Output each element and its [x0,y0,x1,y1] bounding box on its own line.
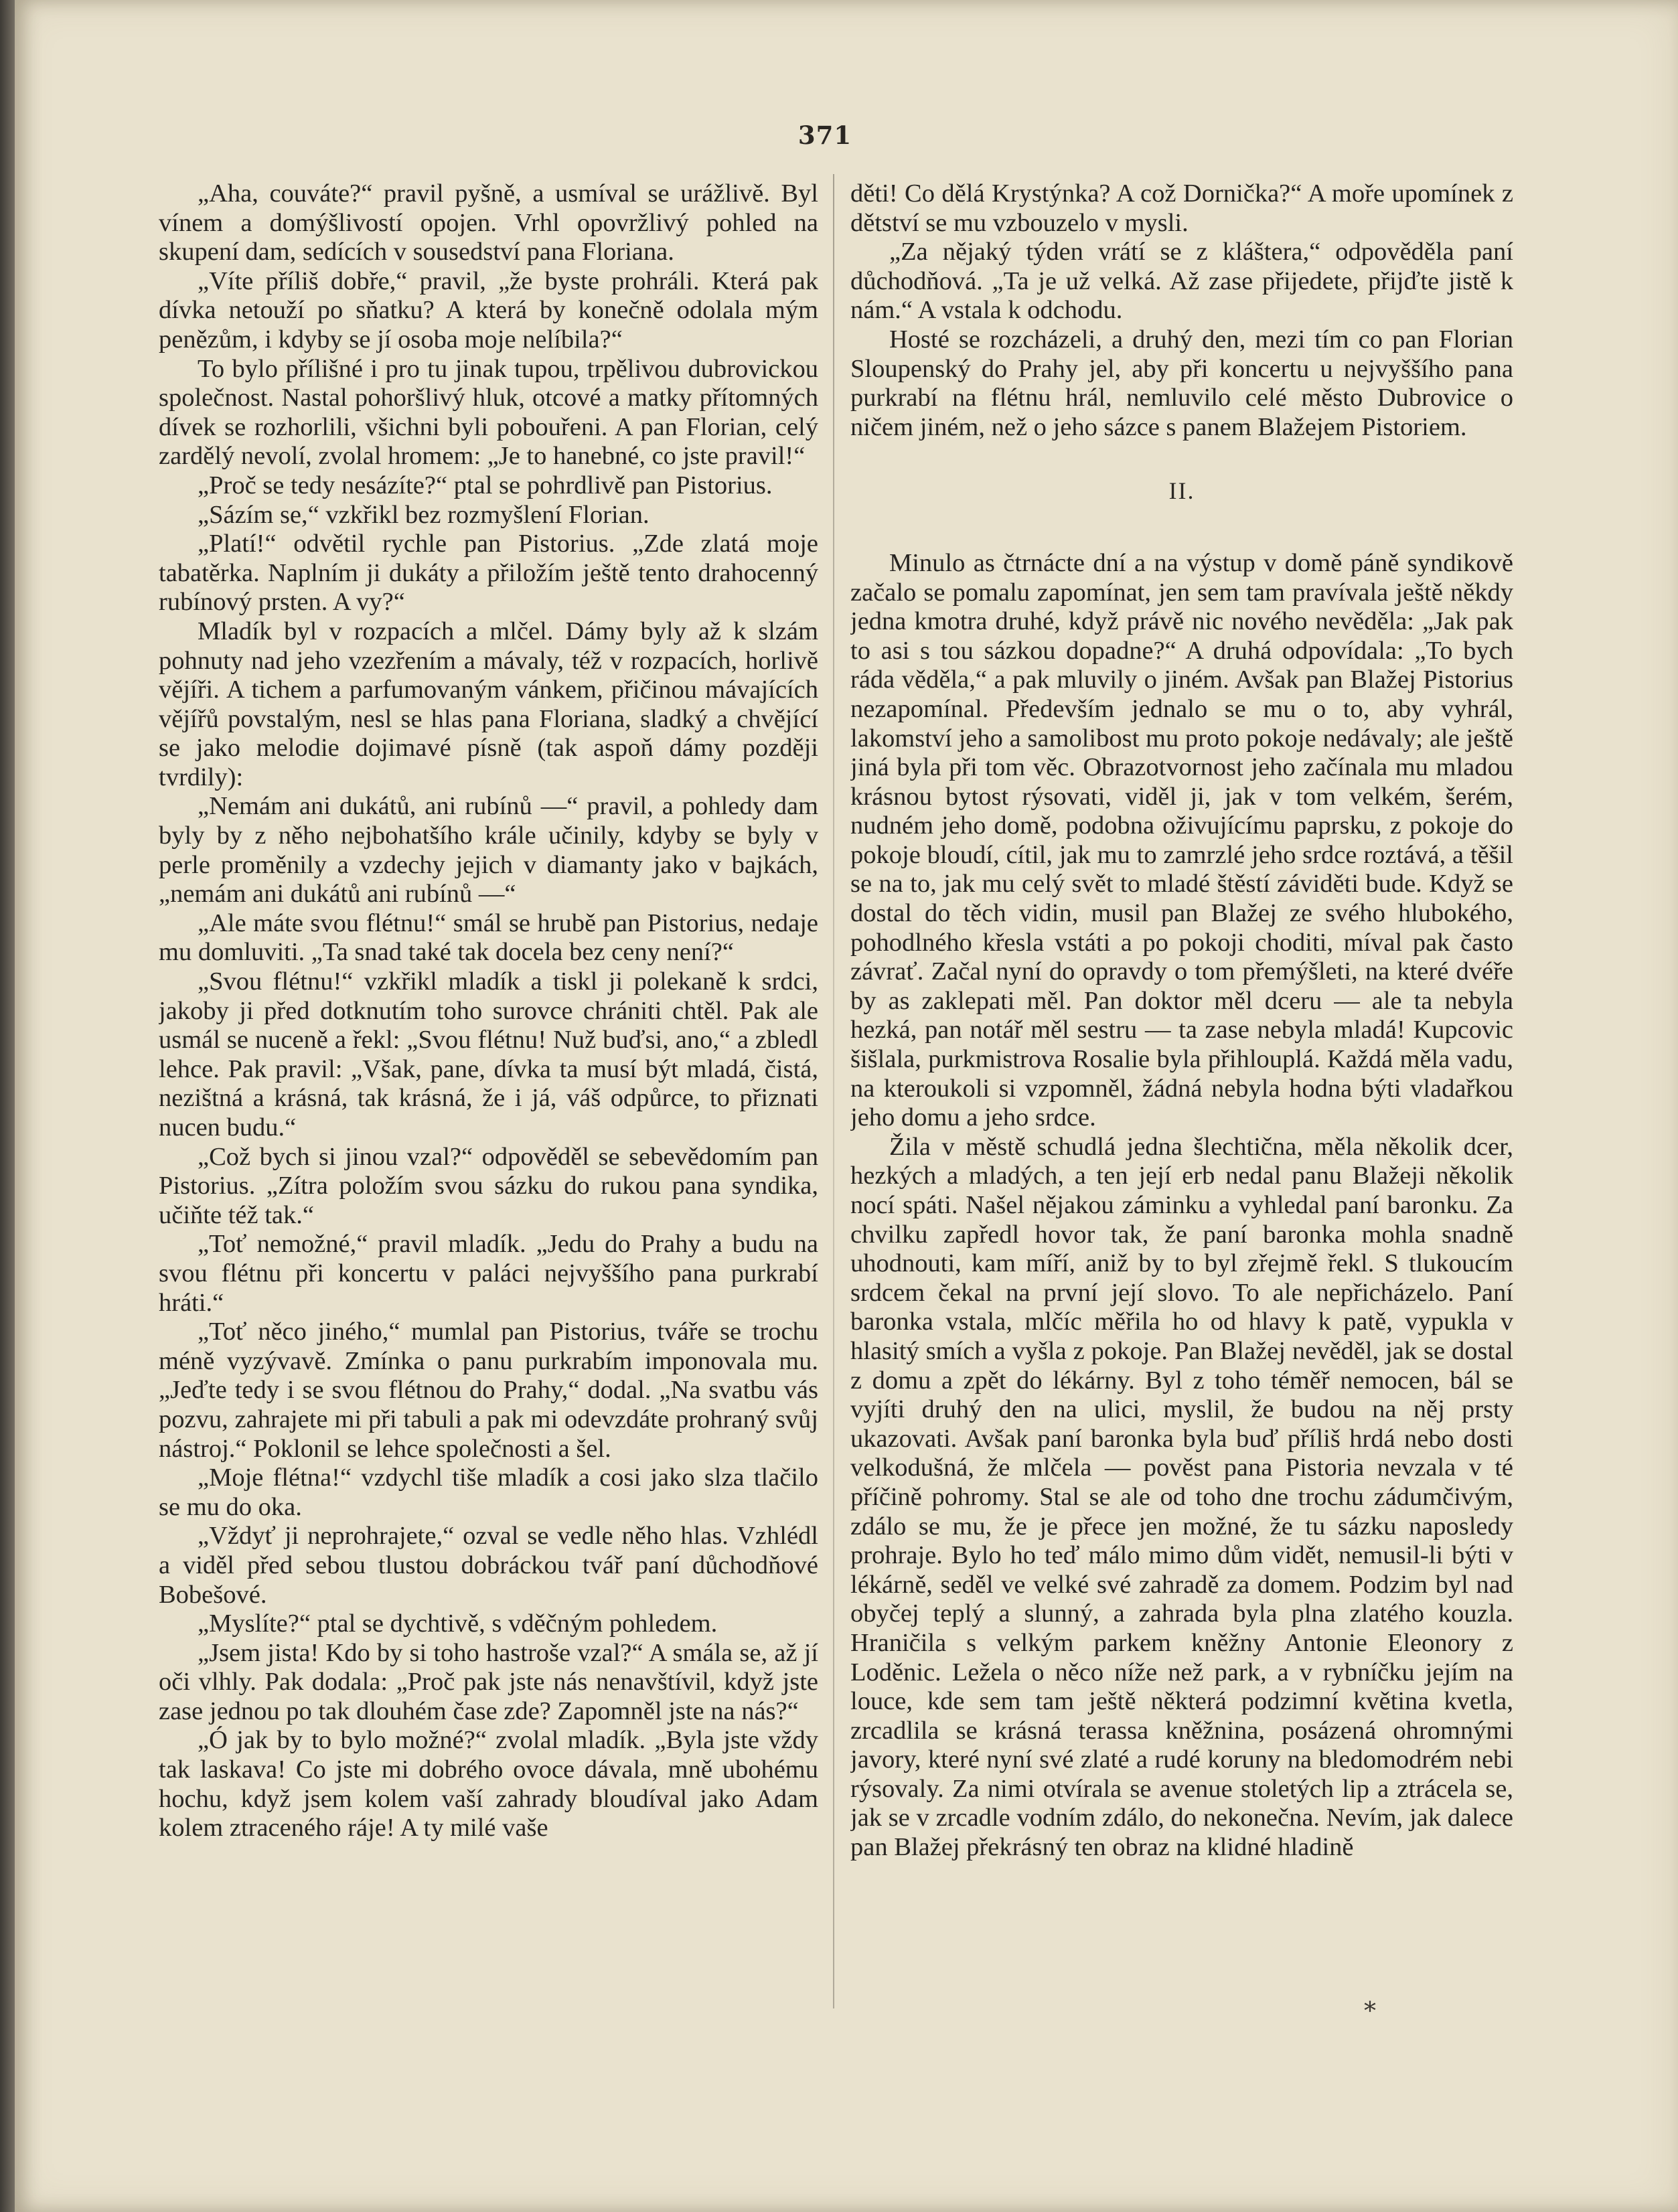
paragraph: Mladík byl v rozpacích a mlčel. Dámy byly až k slzám pohnuty nad jeho vzezřením a mávaly, též v rozpacích, horlivě vějíři. A tichem a parfumovaným vánkem, přičinou mávajících vějířů povstalým, nesl se hlas pana Floriana, sladký a chvějící se jako melodie dojimavé písně (tak aspoň dámy později tvrdily): [159,617,818,791]
book-page [15,0,1678,2212]
paragraph: „Sázím se,“ vzkřikl bez rozmyšlení Florian. [198,500,650,529]
paragraph: „Svou flétnu!“ vzkřikl mladík a tiskl ji polekaně k srdci, jakoby ji před dotknutím toho surovce chrániti chtěl. Pak ale usmál se nuceně a řekl: „Svou flétnu! Nuž buďsi, ano,“ a zbledl lehce. Pak pravil: „Však, pane, dívka ta musí být mladá, čistá, nezištná a krásná, tak krásná, že i já, váš odpůrce, to přiznati nucen budu.“ [159,967,818,1141]
paragraph: „Aha, couváte?“ pravil pyšně, a usmíval se urážlivě. Byl vínem a domýšlivostí opojen. Vrhl opovržlivý pohled na skupení dam, sedících v sousedství pana Floriana. [159,179,818,266]
column-divider [833,174,834,2008]
paragraph: „Toť něco jiného,“ mumlal pan Pistorius, tváře se trochu méně vyzývavě. Zmínka o panu purkrabím imponovala mu. „Jeďte tedy i se svou flétnou do Prahy,“ dodal. „Na svatbu vás pozvu, zahrajete mi při tabuli a pak mi odevzdáte prohraný svůj nástroj.“ Poklonil se lehce společnosti a šel. [159,1318,818,1463]
footer-asterisk: * [1364,1998,1376,2025]
paragraph: „Za nějaký týden vrátí se z kláštera,“ odpověděla paní důchodňová. „Ta je už velká. Až zase přijedete, přijďte jistě k nám.“ A vstala k odchodu. [850,238,1513,325]
paragraph: „Ale máte svou flétnu!“ smál se hrubě pan Pistorius, nedaje mu domluviti. „Ta snad také tak docela bez ceny není?“ [159,908,818,967]
right-column [850,179,1513,2027]
paragraph: Hosté se rozcházeli, a druhý den, mezi tím co pan Florian Sloupenský do Prahy jel, aby při koncertu u nejvyššího pana purkrabí na flétnu hrál, nemluvilo celé město Dubrovice o ničem jiném, než o jeho sázce s panem Blažejem Pistoriem. [850,325,1513,441]
paragraph: „Proč se tedy nesázíte?“ ptal se pohrdlivě pan Pistorius. [198,471,773,499]
continued-paragraph: děti! Co dělá Krystýnka? A což Dornička?“ A moře upomínek z dětství se mu vzbouzelo v mysli. [850,179,1513,237]
paragraph: „Jsem jista! Kdo by si toho hastroše vzal?“ A smála se, až jí oči vlhly. Pak dodala: „Proč pak jste nás nenavštívil, když jste zase jednou po tak dlouhém čase zde? Zapomněl jste na nás?“ [159,1638,818,1725]
paragraph: „Platí!“ odvětil rychle pan Pistorius. „Zde zlatá moje tabatěrka. Naplním ji dukáty a přiložím ještě tento drahocenný rubínový prsten. A vy?“ [159,530,818,617]
section-heading: II. [1168,477,1195,505]
paragraph: „Což bych si jinou vzal?“ odpověděl se sebevědomím pan Pistorius. „Zítra položím svou sázku do rukou pana syndika, učiňte též tak.“ [159,1142,818,1229]
paragraph: „Toť nemožné,“ pravil mladík. „Jedu do Prahy a budu na svou flétnu při koncertu v paláci nejvyššího pana purkrabí hráti.“ [159,1230,818,1317]
paragraph: To bylo přílišné i pro tu jinak tupou, trpělivou dubrovickou společnost. Nastal pohoršlivý hluk, otcové a matky přítomných dívek se rozhorlili, všichni byli pobouřeni. A pan Florian, celý zardělý nevolí, zvolal hromem: „Je to hanebné, co jste pravil!“ [159,354,818,471]
paragraph: „Vždyť ji neprohrajete,“ ozval se vedle něho hlas. Vzhlédl a viděl před sebou tlustou dobráckou tvář paní důchodňové Bobešové. [159,1522,818,1609]
left-column [159,179,818,2027]
paragraph: „Ó jak by to bylo možné?“ zvolal mladík. „Byla jste vždy tak laskava! Co jste mi dobrého ovoce dávala, mně ubohému hochu, když jsem kolem vaší zahrady bloudíval jako Adam kolem ztraceného ráje! A ty milé vaše [159,1726,818,1842]
page-number: 371 [797,121,852,150]
paragraph: „Nemám ani dukátů, ani rubínů —“ pravil, a pohledy dam byly by z něho nejbohatšího krále učinily, kdyby se byly v perle proměnily a vzdechy jejich v diamanty jako v bajkách, „nemám ani dukátů ani rubínů —“ [159,792,818,908]
paragraph: „Moje flétna!“ vzdychl tiše mladík a cosi jako slza tlačilo se mu do oka. [159,1464,818,1521]
paragraph: Žila v městě schudlá jedna šlechtična, měla několik dcer, hezkých a mladých, a ten její erb nedal panu Blažeji několik nocí spáti. Našel nějakou záminku a vyhledal paní baronku. Za chvilku zapředl hovor tak, že paní baronka mohla snadně uhodnouti, kam míří, aniž by to byl zřejmě řekl. S tlukoucím srdcem čekal na první její slovo. To ale nepřicházelo. Paní baronka vstala, mlčíc měřila ho od hlavy k patě, vypukla v hlasitý smích a vyšla z pokoje. Pan Blažej nevěděl, jak se dostal z domu a zpět do lékárny. Byl z toho téměř nemocen, bál se vyjíti druhý den na ulici, myslil, že budou na něj prsty ukazovati. Avšak paní baronka byla buď příliš hrdá nebo dosti velkodušná, že mlčela — pověst pana Pistoria nevzala v té příčině pohromy. Stal se ale od toho dne trochu zádumčivým, zdálo se mu, že je přece jen možné, že tu sázku naposledy prohraje. Bylo ho teď málo mimo dům vidět, nemusil-li býti v lékárně, seděl ve velké své zahradě za domem. Podzim byl nad obyčej teplý a slunný, a zahrada byla plna zlatého kouzla. Hraničila s velkým parkem kněžny Antonie Eleonory z Loděnic. Ležela o něco níže než park, a v rybníčku jejím na louce, kde sem tam ještě některá podzimní květina kvetla, zrcadlila se krásná terassa kněžnina, posázená ohromnými javory, které nyní své zlaté a rudé koruny na bledomodrém nebi rýsovaly. Za nimi otvírala se avenue stoletých lip a ztrácela se, jak se v zrcadle vodním zdálo, do nekonečna. Nevím, jak dalece pan Blažej překrásný ten obraz na klidné hladině [850,1132,1513,1862]
paragraph: Minulo as čtrnácte dní a na výstup v domě páně syndikově začalo se pomalu zapomínat, jen sem tam pravívala ještě někdy jedna kmotra druhé, když právě nic nového nevěděla: „Jak pak to asi s tou sázkou dopadne?“ A druhá odpovídala: „To bych ráda věděla,“ a pak mluvily o jiném. Avšak pan Blažej Pistorius nezapomínal. Především jednalo se mu o to, aby vyhrál, lakomství jeho a samolibost mu proto pokoje nedávaly; ale ještě jiná byla při tom věc. Obrazotvornost jeho začínala mu mladou krásnou bytost rýsovati, viděl ji, jak v tom velkém, šerém, nudném jeho domě, podobna oživujícímu paprsku, z pokoje do pokoje bloudí, cítil, jak mu to zamrzlé jeho srdce roztává, a těšil se na to, jak mu celý svět to mladé štěstí záviděti bude. Když se dostal do těch vidin, musil pan Blažej ze svého hlubokého, pohodlného křesla vstáti a po pokoji choditi, míval pak často závrať. Začal nyní do opravdy o tom přemýšleti, na které dvéře by as zaklepati měl. Pan doktor měl dceru — ale ta nebyla hezká, pan notář měl sestru — ta zase nebyla mladá! Kupcovic šišlala, purkmistrova Rosalie byla přihlouplá. Každá měla vadu, na kteroukoli si vzpomněl, žádná nebyla hodna býti vladařkou jeho domu a jeho srdce. [850,548,1513,1132]
paragraph: „Víte příliš dobře,“ pravil, „že byste prohráli. Která pak dívka netouží po sňatku? A která by konečně odolala mým penězům, i kdyby se jí osoba moje nelíbila?“ [159,266,818,353]
paragraph: „Myslíte?“ ptal se dychtivě, s vděčným pohledem. [198,1609,718,1638]
